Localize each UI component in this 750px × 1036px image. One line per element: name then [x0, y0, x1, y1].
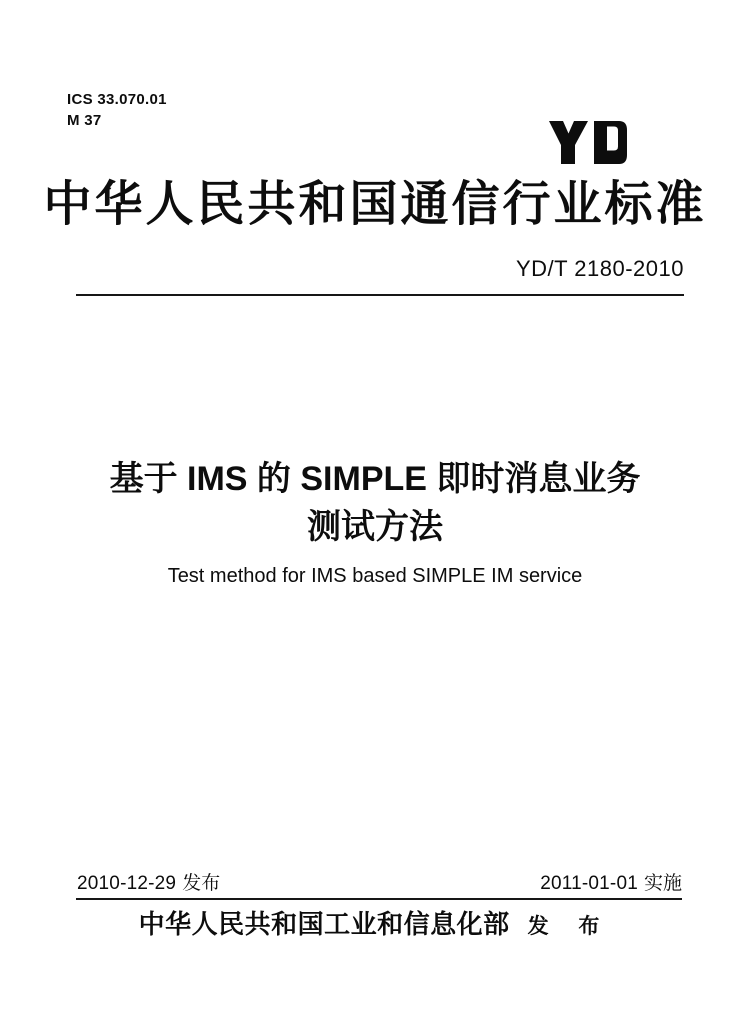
implement-date-label: 实施 — [643, 873, 682, 894]
standard-category-title: 中华人民共和国通信行业标准 — [43, 178, 707, 231]
yd-logo — [548, 121, 628, 164]
yd-logo-icon — [548, 121, 628, 164]
issue-date-label: 发布 — [182, 873, 221, 894]
document-title-line1: 基于 IMS 的 SIMPLE 即时消息业务 — [109, 460, 641, 498]
document-title-line2: 测试方法 — [307, 508, 443, 546]
implement-date-value: 2011-01-01 — [540, 873, 638, 894]
dates-row — [77, 872, 682, 896]
standard-number: YD/T 2180-2010 — [515, 256, 684, 281]
ics-code: ICS 33.070.01 — [67, 91, 167, 108]
document-title-en: Test method for IMS based SIMPLE IM service — [167, 565, 583, 587]
publisher-name: 中华人民共和国工业和信息化部 — [138, 910, 510, 940]
ics-block — [67, 89, 167, 131]
header-rule — [76, 294, 684, 296]
footer-rule — [76, 898, 682, 900]
publisher-row — [0, 906, 750, 944]
issue-date-value: 2010-12-29 — [77, 873, 177, 894]
implement-date — [540, 872, 682, 896]
classification-code: M 37 — [67, 112, 102, 129]
document-title-cn — [0, 455, 750, 551]
issue-date — [77, 872, 220, 896]
publish-label: 发 布 — [527, 915, 612, 938]
